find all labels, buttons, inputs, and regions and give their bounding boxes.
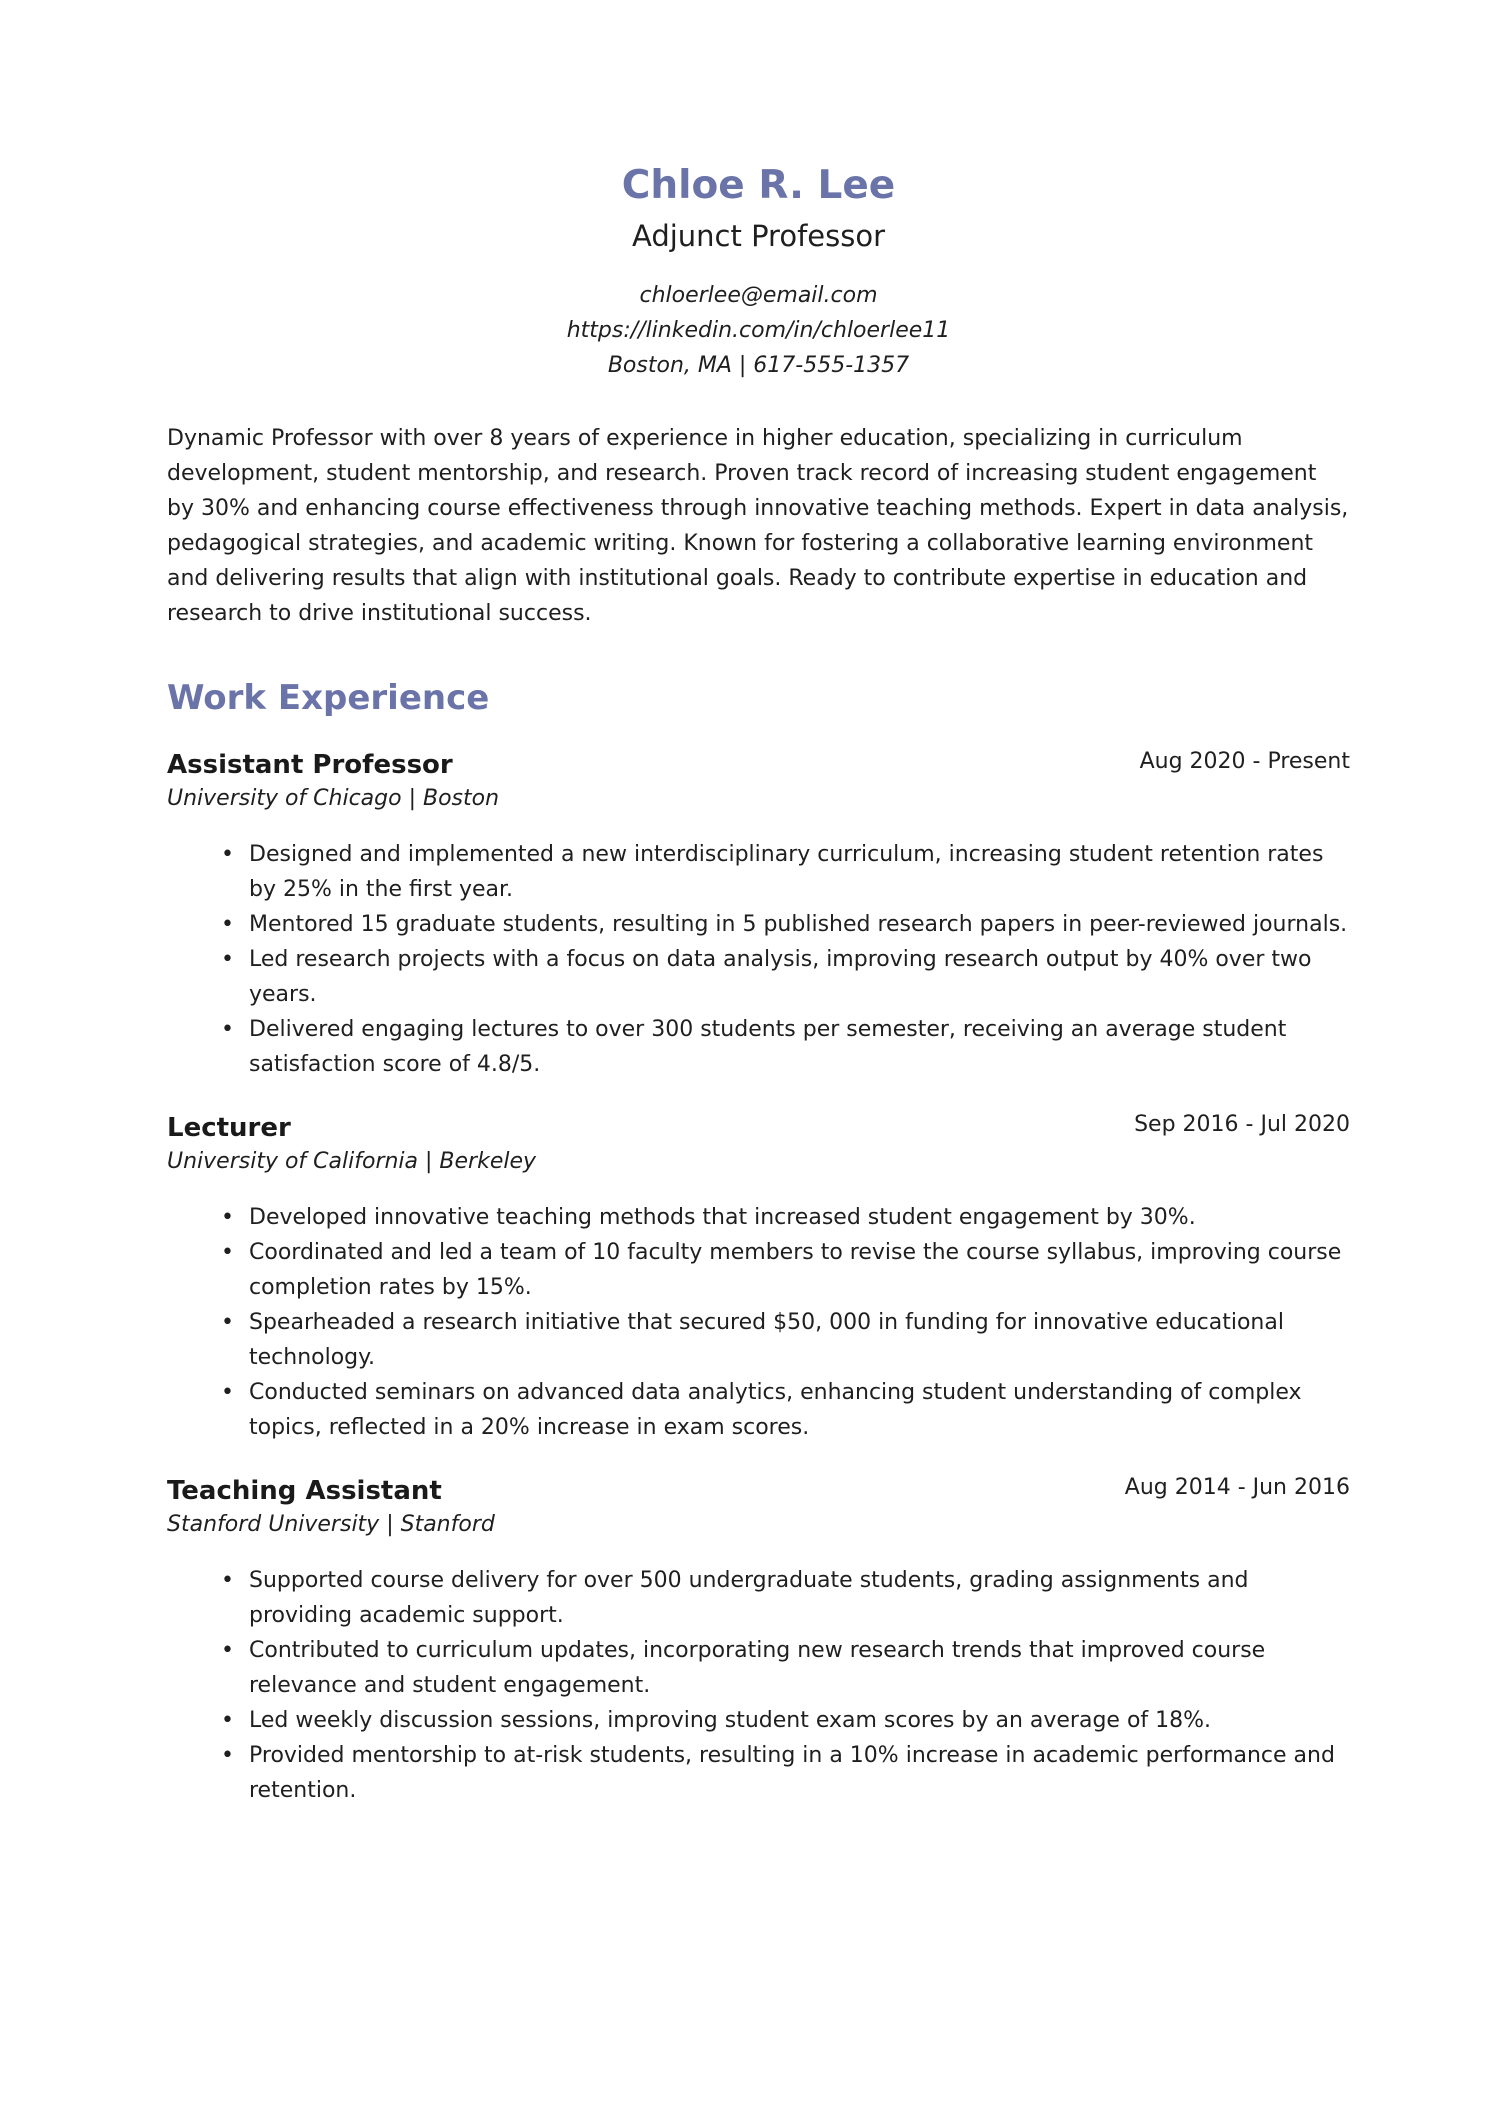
job-organization: University of Chicago | Boston (167, 786, 500, 811)
job-bullet-text: Coordinated and led a team of 10 faculty members to revise the course syllabus, improving course completion rates by 15%. (249, 1240, 1342, 1300)
job-entry (167, 747, 1350, 1082)
job-entry (167, 1110, 1350, 1445)
job-title: Assistant Professor (167, 750, 453, 780)
job-bullet (221, 1200, 1350, 1235)
candidate-name: Chloe R. Lee (621, 163, 896, 208)
job-bullet-text: Conducted seminars on advanced data analytics, enhancing student understanding of complex topics, reflected in a 20% increase in exam scores. (249, 1380, 1302, 1440)
job-bullet-text: Led research projects with a focus on data analysis, improving research output by 40% over two years. (249, 947, 1312, 1007)
bullet-icon: • (221, 912, 234, 937)
job-bullet (221, 1703, 1350, 1738)
bullet-icon: • (221, 1708, 234, 1733)
job-bullet-text: Delivered engaging lectures to over 300 students per semester, receiving an average student satisfaction score of 4.8/5. (249, 1017, 1287, 1077)
job-bullet (221, 1375, 1350, 1445)
job-dates: Aug 2014 - Jun 2016 (1124, 1475, 1350, 1500)
job-bullet-text: Mentored 15 graduate students, resulting in 5 published research papers in peer-reviewed journals. (249, 912, 1348, 937)
bullet-icon: • (221, 1017, 234, 1042)
job-entry (167, 1473, 1350, 1808)
job-bullet-list (167, 1200, 1350, 1445)
job-title: Teaching Assistant (167, 1476, 442, 1506)
job-bullet-text: Designed and implemented a new interdisciplinary curriculum, increasing student retention rates by 25% in the first year. (249, 842, 1324, 902)
job-bullet-text: Supported course delivery for over 500 undergraduate students, grading assignments and providing academic support. (249, 1568, 1249, 1628)
bullet-icon: • (221, 1205, 234, 1230)
job-bullet (221, 1633, 1350, 1703)
job-bullet-list (167, 837, 1350, 1082)
section-title-work-experience: Work Experience (167, 678, 490, 718)
professional-summary: Dynamic Professor with over 8 years of experience in higher education, specializing in curriculum development, student mentorship, and research. Proven track record of increasing student engagement by 30% and enhancing course effectiveness through innovative teaching methods. Expert in data analysis, pedagogical strategies, and academic writing. Known for fostering a collaborative learning environment and delivering results that align with institutional goals. Ready to contribute expertise in education and research to drive institutional success. (167, 426, 1349, 626)
job-bullet (221, 1012, 1350, 1082)
job-bullet (221, 1235, 1350, 1305)
job-header (167, 1110, 1350, 1146)
job-dates: Aug 2020 - Present (1139, 749, 1350, 774)
contact-block (167, 278, 1350, 383)
job-bullet (221, 1305, 1350, 1375)
job-title: Lecturer (167, 1113, 291, 1143)
job-bullet-text: Provided mentorship to at-risk students, resulting in a 10% increase in academic performance and retention. (249, 1743, 1335, 1803)
job-bullet-text: Contributed to curriculum updates, incorporating new research trends that improved course relevance and student engagement. (249, 1638, 1266, 1698)
bullet-icon: • (221, 1743, 234, 1768)
job-header (167, 1473, 1350, 1509)
contact-location-phone: Boston, MA | 617-555-1357 (607, 353, 910, 378)
contact-linkedin: https://linkedin.com/in/chloerlee11 (566, 318, 951, 343)
job-bullet (221, 1738, 1350, 1808)
bullet-icon: • (221, 1568, 234, 1593)
job-bullet-text: Led weekly discussion sessions, improving student exam scores by an average of 18%. (249, 1708, 1212, 1733)
job-bullet-list (167, 1563, 1350, 1808)
contact-email: chloerlee@email.com (639, 283, 878, 308)
job-bullet (221, 942, 1350, 1012)
job-organization: University of California | Berkeley (167, 1149, 537, 1174)
job-header (167, 747, 1350, 783)
job-bullet (221, 907, 1350, 942)
job-bullet-text: Spearheaded a research initiative that secured $50, 000 in funding for innovative educational technology. (249, 1310, 1284, 1370)
job-bullet-text: Developed innovative teaching methods that increased student engagement by 30%. (249, 1205, 1196, 1230)
bullet-icon: • (221, 1638, 234, 1663)
job-bullet (221, 1563, 1350, 1633)
job-organization: Stanford University | Stanford (167, 1512, 495, 1537)
job-dates: Sep 2016 - Jul 2020 (1134, 1112, 1350, 1137)
bullet-icon: • (221, 1380, 234, 1405)
bullet-icon: • (221, 1310, 234, 1335)
candidate-role: Adjunct Professor (631, 219, 886, 253)
bullet-icon: • (221, 947, 234, 972)
resume-header (167, 160, 1350, 383)
job-bullet (221, 837, 1350, 907)
bullet-icon: • (221, 842, 234, 867)
bullet-icon: • (221, 1240, 234, 1265)
